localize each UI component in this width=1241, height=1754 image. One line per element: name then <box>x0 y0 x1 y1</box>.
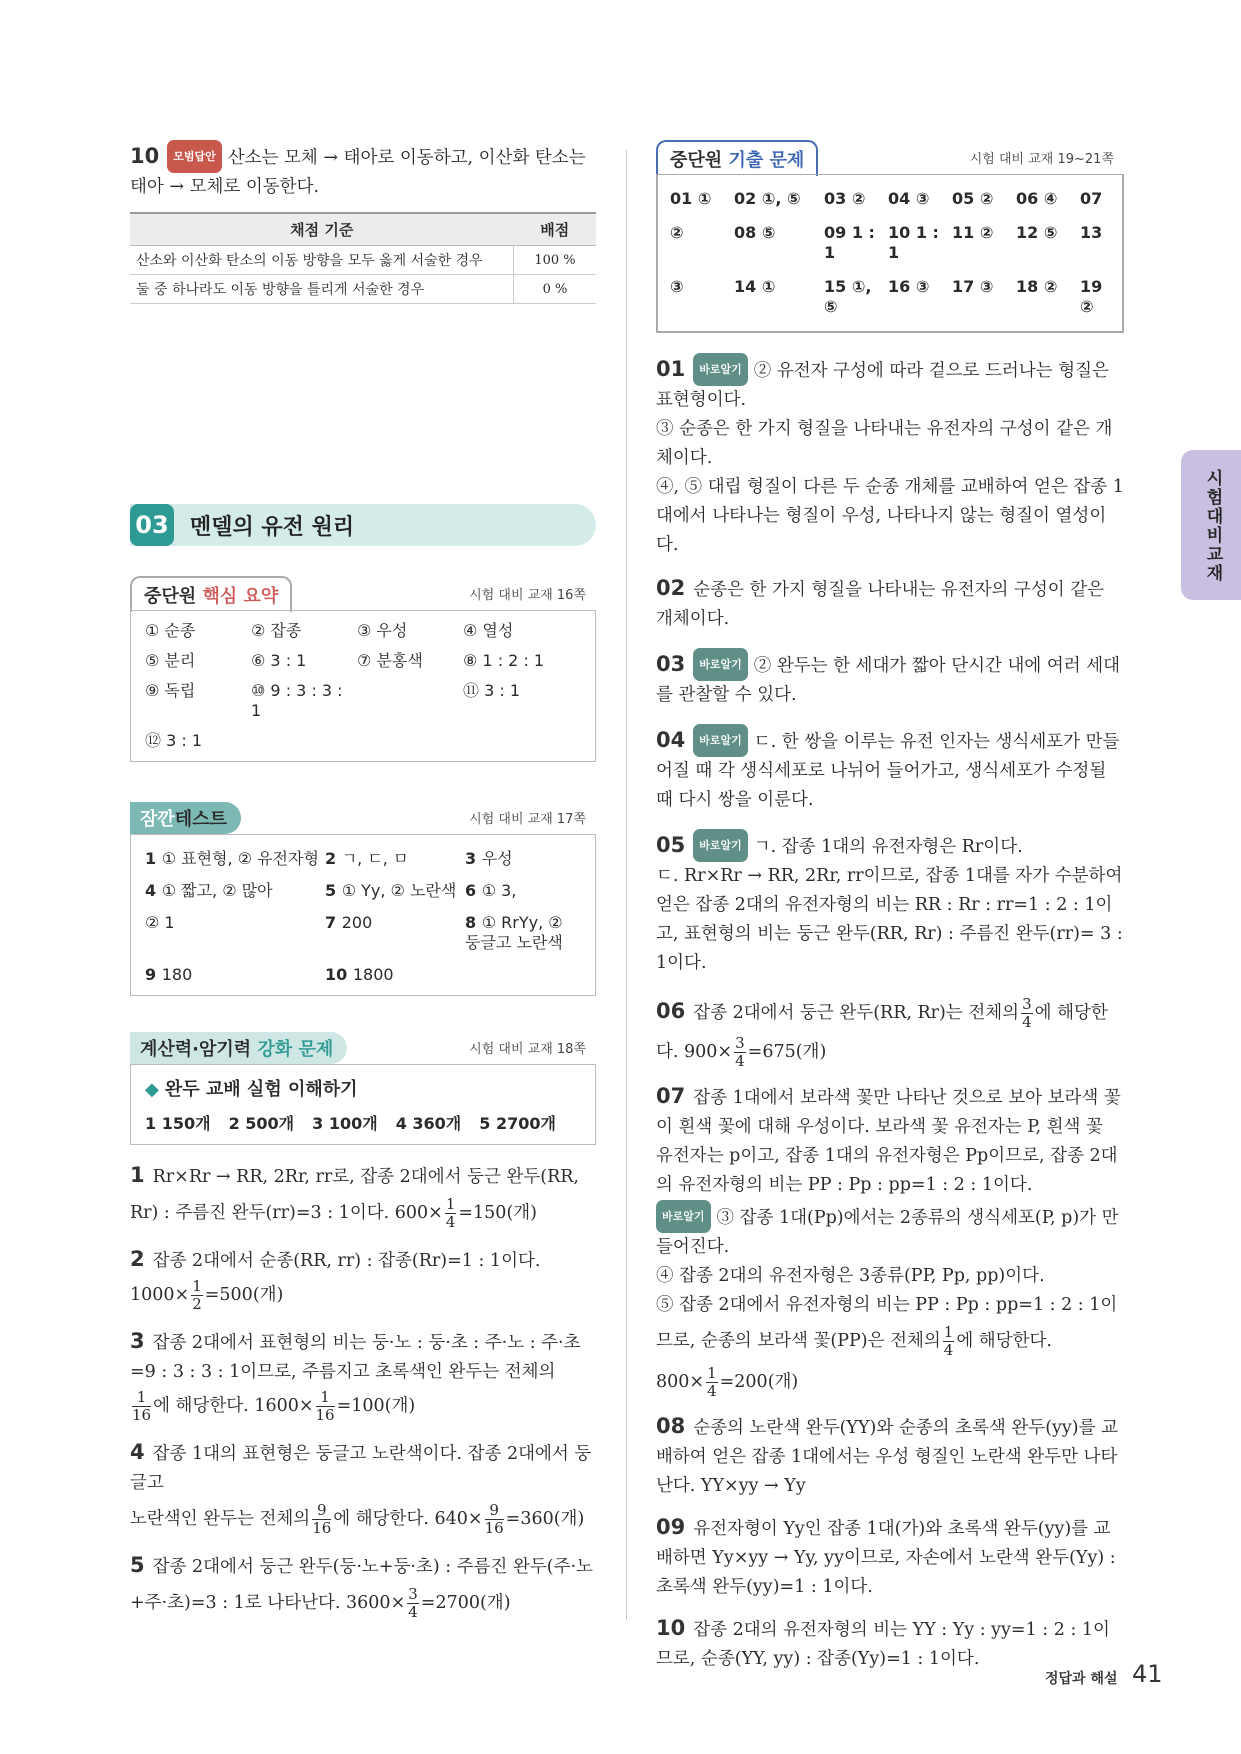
exam-grid <box>658 175 1122 331</box>
right-column <box>656 140 1124 1674</box>
correction-badge: 바로알기 <box>693 353 748 386</box>
quicktest-item: 8 ① RrYy, ② 둥글고 노란색 <box>465 913 563 952</box>
exam-answer: ② <box>670 223 684 242</box>
grading-cell: 0 % <box>514 275 597 304</box>
side-tab-char: 험 <box>1206 488 1224 508</box>
quicktest-item: 3 우성 <box>465 849 513 868</box>
summary-item: ⑦ 분홍색 <box>357 651 423 670</box>
quicktest-item: 10 1800 <box>325 965 394 984</box>
grading-cell: 둘 중 하나라도 이동 방향을 틀리게 서술한 경우 <box>130 275 514 304</box>
exam-answer: 11 ② <box>952 223 994 242</box>
exam-answer: 02 ①, ⑤ <box>734 189 801 208</box>
exam-answer: 01 ① <box>670 189 712 208</box>
practice-answer: 3 100개 <box>312 1114 378 1133</box>
exam-answer: 15 ①, ⑤ <box>824 277 872 316</box>
section-number: 03 <box>130 504 174 546</box>
side-tab-exam-prep[interactable] <box>1181 450 1241 600</box>
summary-item <box>357 681 463 721</box>
grading-header-score: 배점 <box>514 213 597 246</box>
practice-answer: 1 150개 <box>145 1114 211 1133</box>
quicktest-item: 5 ① Yy, ② 노란색 <box>325 881 457 900</box>
exam-answer: ③ <box>670 277 684 296</box>
summary-item: ① 순종 <box>145 621 196 640</box>
correction-badge: 바로알기 <box>656 1200 711 1233</box>
exam-answer: 14 ① <box>734 277 776 296</box>
exam-answer: 12 ⑤ <box>1016 223 1058 242</box>
correction-badge: 바로알기 <box>693 829 748 862</box>
grading-header-criteria: 채점 기준 <box>130 213 514 246</box>
section-banner <box>130 504 596 546</box>
practice-answers <box>131 1105 595 1144</box>
practice-answer: 4 360개 <box>395 1114 462 1133</box>
summary-item: ⑥ 3 : 1 <box>251 651 307 670</box>
quicktest-item: 9 180 <box>145 965 193 984</box>
summary-grid <box>131 611 595 761</box>
quicktest-tab: 잠깐테스트 <box>130 802 241 834</box>
summary-item: ⑩ 9 : 3 : 3 : 1 <box>251 681 343 720</box>
side-tab-char: 비 <box>1206 526 1224 546</box>
exam-answer: 19 ② <box>1080 277 1103 316</box>
exam-answer: 06 ④ <box>1016 189 1058 208</box>
section-title: 멘델의 유전 원리 <box>190 515 355 540</box>
exam-answer: 03 ② <box>824 189 866 208</box>
summary-box <box>130 576 596 762</box>
model-answer-badge: 모범답안 <box>167 140 222 173</box>
exam-answer: 10 1 : 1 <box>888 223 939 262</box>
quicktest-item: 7 200 <box>325 913 373 932</box>
grading-cell: 100 % <box>514 246 597 275</box>
answer-text: 산소는 모체 → 태아로 이동하고, 이산화 탄소는 <box>227 148 586 168</box>
exam-tab: 중단원 기출 문제 <box>656 140 818 176</box>
quicktest-item: 2 ㄱ, ㄷ, ㅁ <box>325 849 409 868</box>
diamond-icon: ◆ <box>145 1079 159 1100</box>
reference-page: 시험 대비 교재 16쪽 <box>469 588 586 603</box>
side-tab-char: 교 <box>1206 545 1224 565</box>
exam-answer: 07 <box>1080 189 1103 208</box>
side-tab-char: 시 <box>1206 469 1224 489</box>
quicktest-item: 1 ① 표현형, ② 유전자형 <box>145 849 319 868</box>
quicktest-grid <box>131 835 595 995</box>
quicktest-item: 4 ① 짧고, ② 많아 <box>145 881 273 900</box>
exam-answer-box <box>656 140 1124 333</box>
summary-tab: 중단원 핵심 요약 <box>130 576 292 612</box>
practice-explanations: 1 Rr×Rr → RR, 2Rr, rr로, 잡종 2대에서 둥근 완두(RR, Rr) : 주름진 완두(rr)=3 : 1이다. 600× $\frac{1}{4}$ =150(개) 2 잡종 2대에서 순종(RR, rr) : 잡종(Rr)=1 : 1이다. 1000× $\frac{1}{2}$ =500(개) 3 잡종 2대에서 표현형의 비는 둥·노 : 둥·초 : 주·노 : 주·초 =9 : 3 : 3 : 1이므로, 주름지고 초록색인 완두는 전체의 $\frac{1}{16}$ 에 해당한다. 1600× $\frac{1}{16}$ =100(개) 4 잡종 1대의 표현형은 둥글고 노란색이다. 잡종 2대에서 둥글고 노란색인 완두는 전체의 $\frac{9}{16}$ 에 해당한다. 640× $\frac{9}{16}$ =360(개) 5 잡종 2대에서 둥근 완두(둥·노+둥·초) : 주름진 완두(주·노 +주·초)=3 : 1로 나타난다. 3600× $\frac{3}{4}$ =2700(개) <box>130 1163 593 1621</box>
left-column <box>130 140 596 1621</box>
correction-badge: 바로알기 <box>693 648 748 681</box>
quicktest-item: 6 ① 3, <box>465 881 517 900</box>
summary-item <box>357 731 463 751</box>
summary-item: ⑪ 3 : 1 <box>463 681 521 700</box>
summary-item: ⑤ 분리 <box>145 651 196 670</box>
side-tab-char: 재 <box>1206 564 1224 584</box>
reference-page: 시험 대비 교재 18쪽 <box>469 1042 586 1057</box>
practice-answer: 2 500개 <box>228 1114 295 1133</box>
answer-text: 태아 → 모체로 이동한다. <box>130 177 320 197</box>
quicktest-box <box>130 800 596 996</box>
practice-subtitle: ◆ 완두 교배 실험 이해하기 <box>145 1079 358 1100</box>
footer-label: 정답과 해설 <box>1045 1671 1118 1687</box>
summary-item: ⑧ 1 : 2 : 1 <box>463 651 545 670</box>
column-divider <box>626 150 627 1620</box>
grading-table <box>130 212 596 304</box>
q10-answer <box>130 140 596 304</box>
summary-item <box>463 731 583 751</box>
exam-answer: 05 ② <box>952 189 994 208</box>
summary-item <box>251 731 357 751</box>
exam-answer: 16 ③ <box>888 277 930 296</box>
practice-tab: 계산력·암기력 강화 문제 <box>130 1032 347 1064</box>
page-number: 41 <box>1132 1660 1163 1688</box>
summary-item: ③ 우성 <box>357 621 408 640</box>
exam-answer: 08 ⑤ <box>734 223 776 242</box>
summary-item: ⑨ 독립 <box>145 681 196 700</box>
question-number: 10 <box>130 144 160 168</box>
reference-page: 시험 대비 교재 19~21쪽 <box>969 152 1114 167</box>
grading-cell: 산소와 이산화 탄소의 이동 방향을 모두 옳게 서술한 경우 <box>130 246 514 275</box>
exam-answer: 04 ③ <box>888 189 930 208</box>
exam-answer: 09 1 : 1 <box>824 223 875 262</box>
side-tab-char: 대 <box>1206 507 1224 527</box>
exam-answer: 18 ② <box>1016 277 1058 296</box>
correction-badge: 바로알기 <box>693 724 748 757</box>
practice-box <box>130 1030 596 1145</box>
exam-answer: 13 <box>1080 223 1103 242</box>
exam-explanations: 01 바로알기 ② 유전자 구성에 따라 겉으로 드러나는 형질은 표현형이다. ③ 순종은 한 가지 형질을 나타내는 유전자의 구성이 같은 개체이다. ④, ⑤ 대립 형질이 다른 두 순종 개체를 교배하여 얻은 잡종 1대에서 나타나는 형질이 우성, 나타나지 않는 형질이 열성이다. 02 순종은 한 가지 형질을 나타내는 유전자의 구성이 같은 개체이다. 03 바로알기 ② 완두는 한 세대가 짧아 단시간 내에 여러 세대를 관찰할 수 있다. 04 바로알기 ㄷ. 한 쌍을 이루는 유전 인자는 생식세포가 만들어질 때 각 생식세포로 나뉘어 들어가고, 생식세포가 수정될 때 다시 쌍을 이룬다. 05 바로알기 ㄱ. 잡종 1대의 유전자형은 Rr이다. ㄷ. Rr×Rr → RR, 2Rr, rr이므로, 잡종 1대를 자가 수분하여 얻은 잡종 2대의 유전자형의 비는 RR : Rr : rr=1 : 2 : 1이고, 표현형의 비는 둥근 완두(RR, Rr) : 주름진 완두(rr)= 3 : 1이다. 06 잡종 2대에서 둥근 완두(RR, Rr)는 전체의 $\frac{3}{4}$ 에 해당한 다. 900× $\frac{3}{4}$ =675(개) 07 잡종 1대에서 보라색 꽃만 나타난 것으로 보아 보라색 꽃이 흰색 꽃에 대해 우성이다. 보라색 꽃 유전자는 P, 흰색 꽃 유전자는 p이고, 잡종 1대의 유전자형은 Pp이므로, 잡종 2대의 유전자형의 비는 PP : Pp : pp=1 : 2 : 1이다. 바로알기 ③ 잡종 1대(Pp)에서는 2종류의 생식세포(P, p)가 만들어진다. ④ 잡종 2대의 유전자형은 3종류(PP, Pp, pp)이다. ⑤ 잡종 2대에서 유전자형의 비는 PP : Pp : pp=1 : 2 : 1이 므로, 순종의 보라색 꽃(PP)은 전체의 $\frac{1}{4}$ 에 해당한다. 800× $\frac{1}{4}$ =200(개) 08 순종의 노란색 완두(YY)와 순종의 초록색 완두(yy)를 교배하여 얻은 잡종 1대에서는 우성 형질인 노란색 완두만 나타난다. YY×yy → Yy 09 유전자형이 Yy인 잡종 1대(가)와 초록색 완두(yy)를 교배하면 Yy×yy → Yy, yy이므로, 자손에서 노란색 완두(Yy) : 초록색 완두(yy)=1 : 1이다. 10 잡종 2대의 유전자형의 비는 YY : Yy : yy=1 : 2 : 1이므로, 순종(YY, yy) : 잡종(Yy)=1 : 1이다. <box>656 353 1124 1674</box>
summary-item: ④ 열성 <box>463 621 514 640</box>
reference-page: 시험 대비 교재 17쪽 <box>469 812 586 827</box>
exam-answer: 17 ③ <box>952 277 994 296</box>
summary-item: ② 잡종 <box>251 621 302 640</box>
practice-answer: 5 2700개 <box>479 1114 556 1133</box>
quicktest-item: ② 1 <box>145 913 175 932</box>
summary-item: ⑫ 3 : 1 <box>145 731 203 750</box>
